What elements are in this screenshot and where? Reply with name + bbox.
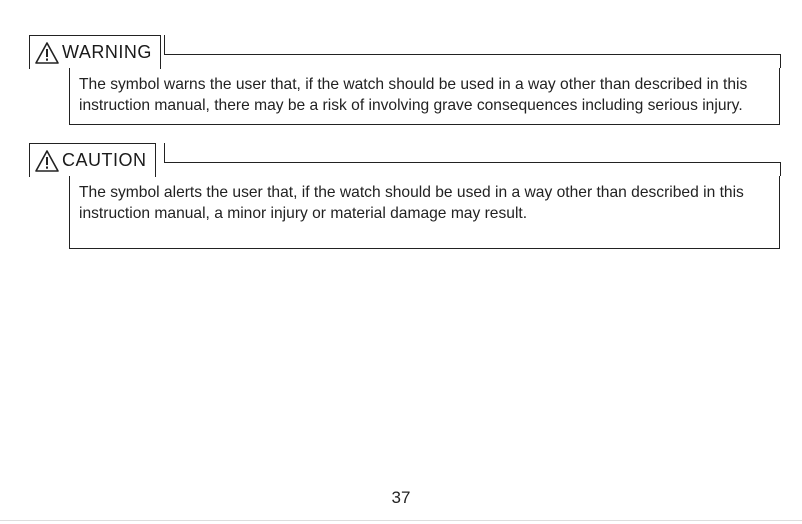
warning-triangle-icon <box>34 149 60 173</box>
warning-text: The symbol warns the user that, if the watch should be used in a way other than described in this instruction manual, there may be a risk of involving grave consequences including serious injury. <box>79 76 748 114</box>
page-bottom-edge <box>0 520 802 521</box>
caution-body <box>69 176 780 249</box>
page-number: 37 <box>391 488 411 507</box>
caution-title: CAUTION <box>62 150 147 170</box>
caution-top-rule <box>164 162 780 163</box>
warning-right-edge <box>780 54 781 68</box>
caution-tab <box>29 143 156 177</box>
warning-tab-edge <box>164 35 165 55</box>
warning-body <box>69 68 780 125</box>
caution-tab-edge <box>164 143 165 163</box>
warning-top-rule <box>164 54 780 55</box>
caution-right-edge <box>780 162 781 176</box>
warning-title: WARNING <box>62 42 152 62</box>
warning-triangle-icon <box>34 41 60 65</box>
warning-tab <box>29 35 161 69</box>
caution-text: The symbol alerts the user that, if the watch should be used in a way other than described in this instruction manual, a minor injury or material damage may result. <box>79 184 744 222</box>
